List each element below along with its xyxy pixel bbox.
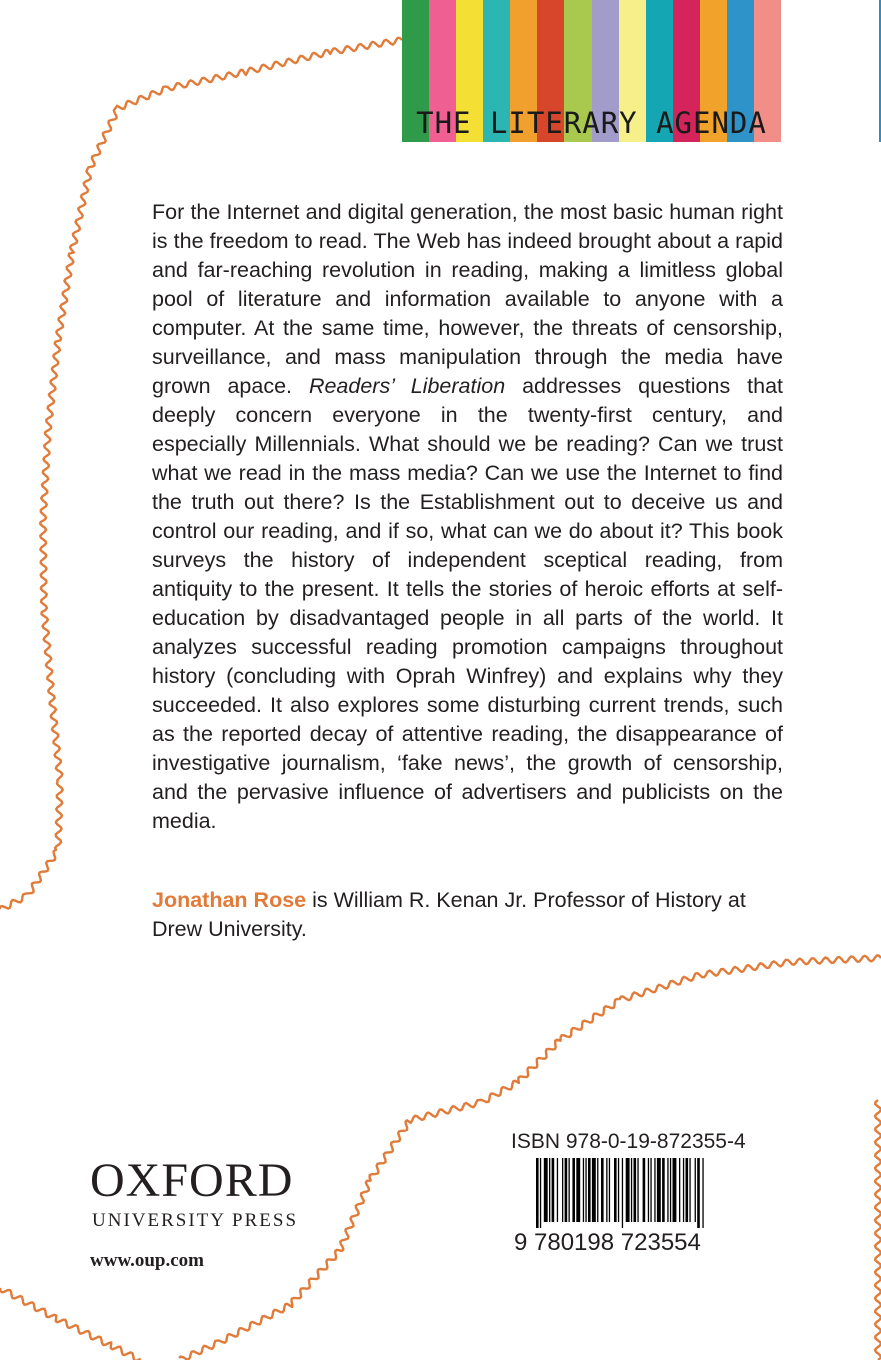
barcode-bar xyxy=(654,1158,655,1222)
barcode-bar xyxy=(631,1158,632,1222)
barcode-bar xyxy=(601,1158,604,1222)
barcode-bar xyxy=(565,1158,568,1222)
barcode-graphic xyxy=(536,1158,756,1228)
publisher-website: www.oup.com xyxy=(90,1250,205,1271)
barcode-bar xyxy=(583,1158,584,1222)
barcode-bar xyxy=(576,1158,580,1222)
barcode-bar xyxy=(667,1158,668,1222)
barcode-bar xyxy=(606,1158,607,1222)
author-bio-text: is William R. Kenan Jr. Professor of History at Drew University. xyxy=(152,888,746,941)
wavy-line xyxy=(875,1100,881,1360)
barcode-bar xyxy=(650,1158,651,1222)
barcode-bar xyxy=(622,1158,623,1228)
isbn-number: ISBN 978-0-19-872355-4 xyxy=(511,1130,746,1153)
barcode-bar xyxy=(679,1158,680,1222)
barcode-bar xyxy=(562,1158,563,1222)
publisher-logo-subtitle: UNIVERSITY PRESS xyxy=(92,1210,299,1231)
barcode-bar xyxy=(557,1158,558,1222)
barcode-bar xyxy=(662,1158,665,1222)
author-bio xyxy=(152,886,783,944)
barcode-bar xyxy=(572,1158,575,1222)
barcode-bar xyxy=(597,1158,598,1222)
barcode-bar xyxy=(657,1158,661,1222)
barcode-bar xyxy=(618,1158,619,1222)
barcode-bar xyxy=(673,1158,677,1222)
barcode-bar xyxy=(549,1158,550,1222)
barcode-bar xyxy=(569,1158,570,1222)
barcode-bar xyxy=(670,1158,671,1222)
barcode-bar xyxy=(648,1158,649,1222)
barcode-bar xyxy=(689,1158,690,1222)
barcode-bar xyxy=(536,1158,539,1228)
barcode-digits: 9 780198 723554 xyxy=(514,1229,701,1256)
barcode-bar xyxy=(683,1158,684,1222)
barcode-bar xyxy=(540,1158,541,1228)
barcode-bar xyxy=(609,1158,610,1222)
barcode-bar xyxy=(588,1158,591,1222)
barcode-bar xyxy=(697,1158,700,1228)
barcode-bar xyxy=(686,1158,689,1222)
book-title-italic: Readers’ Liberation xyxy=(308,374,506,398)
barcode-bar xyxy=(552,1158,555,1222)
barcode-bar xyxy=(614,1158,617,1222)
wavy-line xyxy=(0,1288,141,1360)
book-description xyxy=(152,198,783,836)
barcode-bar xyxy=(643,1158,646,1222)
barcode-bar xyxy=(585,1158,586,1222)
author-name: Jonathan Rose xyxy=(152,888,307,912)
barcode-bar xyxy=(592,1158,596,1222)
barcode-bar xyxy=(702,1158,703,1228)
description-text-part2: addresses questions that deeply concern everyone in the twenty-first century, and especially Millennials. What should we be reading? Can we trust what we read in the mass media? Can we use the Internet to find the truth out there? Is the Establishment out to deceive us and control our reading, and if so, what can we do about it? This book surveys the history of independent sceptical reading, from antiquity to the present. It tells the stories of heroic efforts at self-education by disadvantaged people in all parts of the world. It analyzes successful reading promotion campaigns throughout history (concluding with Oprah Winfrey) and explains why they succeeded. It also explores some disturbing current trends, such as the reported decay of attentive reading, the disappearance of investigative journalism, ‘fake news’, the growth of censorship, and the pervasive influence of advertisers and publicists on the media. xyxy=(152,374,783,833)
barcode-bar xyxy=(634,1158,637,1222)
barcode-bar xyxy=(637,1158,638,1222)
description-text-part1: For the Internet and digital generation, the most basic human right is the freedom to read. The Web has indeed brought about a rapid and far-reaching revolution in reading, making a limitless global pool of literature and information available to anyone with a computer. At the same time, however, the threats of censorship, surveillance, and mass manipulation through the media have grown apace. xyxy=(152,200,783,398)
series-title: THE LITERARY AGENDA xyxy=(416,106,767,140)
publisher-logo-name: OXFORD xyxy=(90,1154,294,1207)
barcode-bar xyxy=(626,1158,630,1222)
barcode-bar xyxy=(695,1158,696,1222)
barcode-bar xyxy=(544,1158,548,1222)
